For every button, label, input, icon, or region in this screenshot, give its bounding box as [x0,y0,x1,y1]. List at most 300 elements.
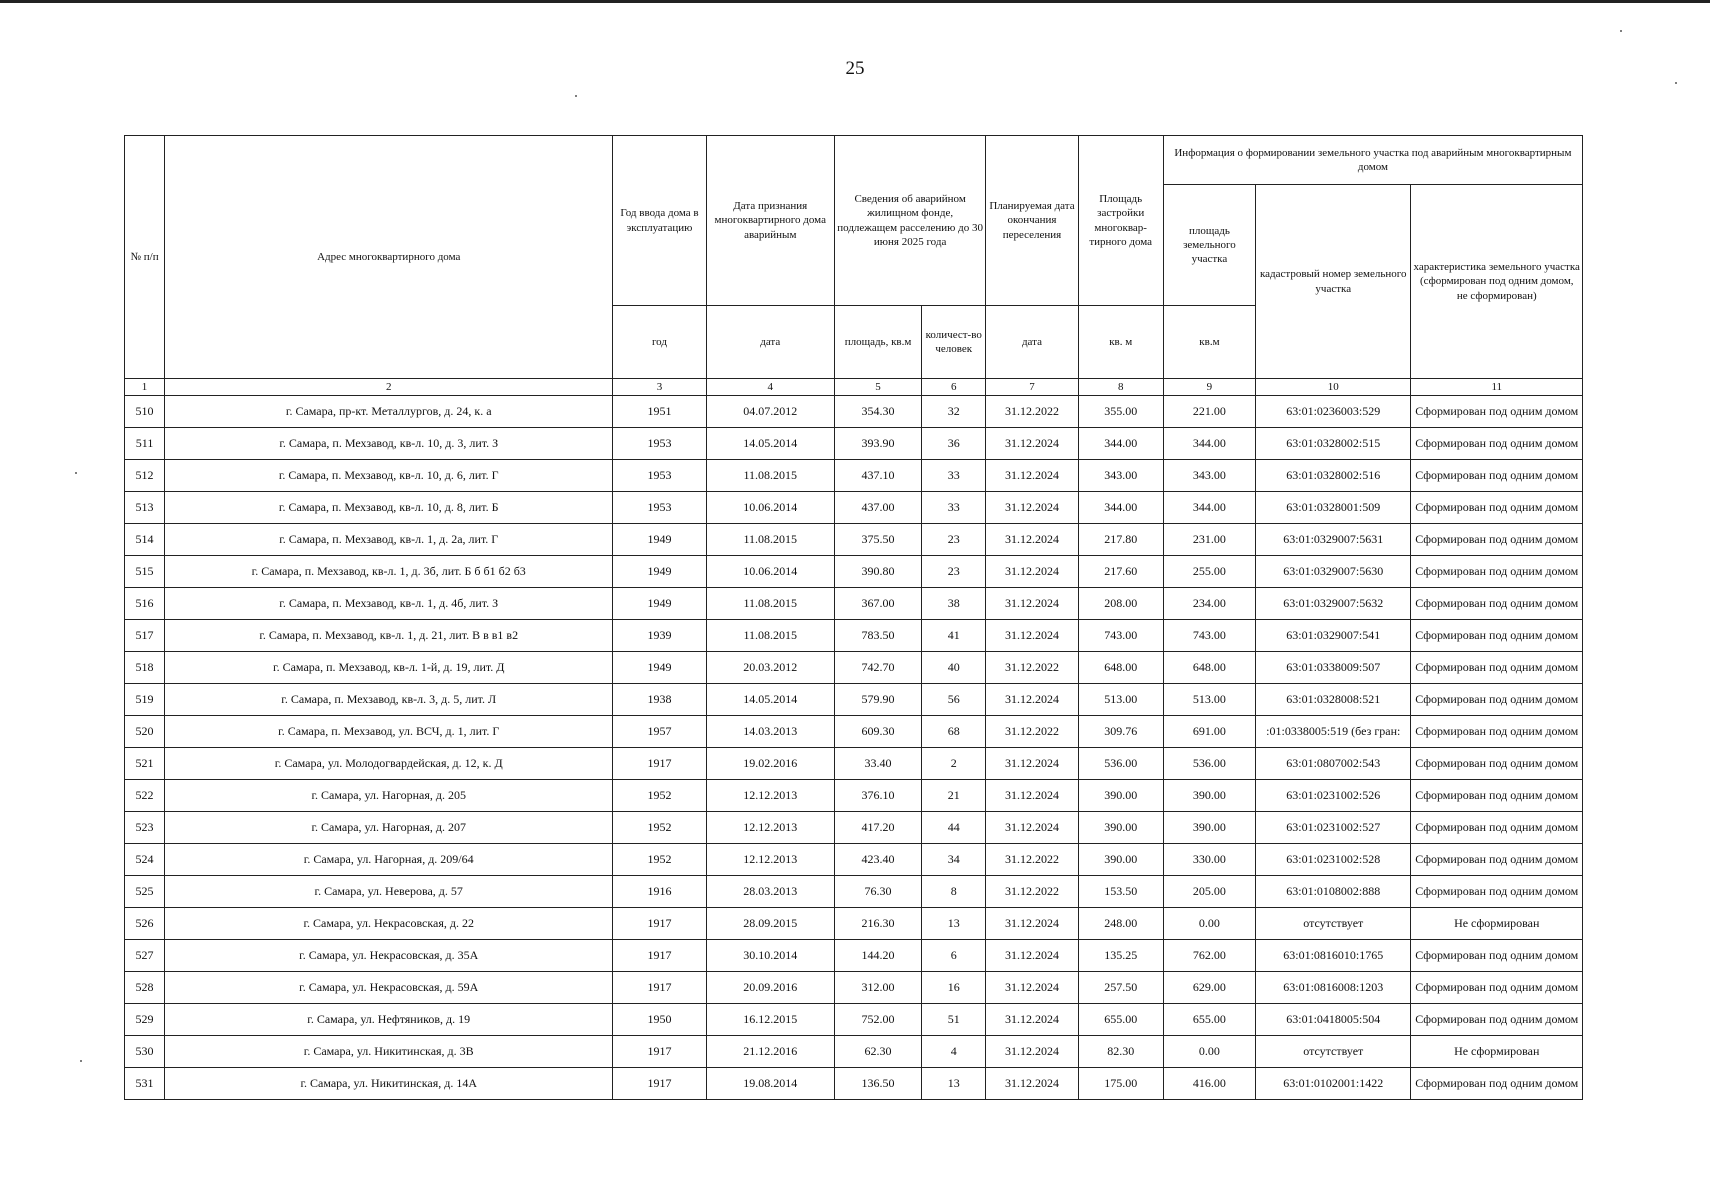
year-cell: 1938 [613,684,706,716]
people-count-cell: 2 [922,748,986,780]
address-cell: г. Самара, п. Мехзавод, кв-л. 10, д. 8, лит. Б [165,492,613,524]
address-cell: г. Самара, ул. Некрасовская, д. 59А [165,972,613,1004]
cadastral-number-cell: 63:01:0328008:521 [1256,684,1411,716]
table-row [125,748,1583,780]
area-cell: 136.50 [834,1068,921,1100]
building-area-cell: 208.00 [1078,588,1163,620]
recognition-date-cell: 11.08.2015 [706,620,834,652]
address-cell: г. Самара, п. Мехзавод, кв-л. 1, д. 4б, лит. З [165,588,613,620]
cadastral-number-cell: 63:01:0329007:5631 [1256,524,1411,556]
cadastral-number-cell: 63:01:0329007:5630 [1256,556,1411,588]
recognition-date-cell: 14.05.2014 [706,428,834,460]
land-status-cell: Сформирован под одним домом [1411,556,1583,588]
table-row [125,620,1583,652]
scan-speck [75,472,77,474]
table-row [125,780,1583,812]
table-row [125,652,1583,684]
address-cell: г. Самара, п. Мехзавод, кв-л. 10, д. 3, лит. З [165,428,613,460]
address-cell: г. Самара, п. Мехзавод, кв-л. 1-й, д. 19, лит. Д [165,652,613,684]
land-area-cell: 221.00 [1163,396,1255,428]
row-number-cell: 524 [125,844,165,876]
planned-date-cell: 31.12.2022 [986,876,1078,908]
column-number: 9 [1163,379,1255,396]
row-number-cell: 527 [125,940,165,972]
planned-date-cell: 31.12.2024 [986,524,1078,556]
address-cell: г. Самара, п. Мехзавод, ул. ВСЧ, д. 1, лит. Г [165,716,613,748]
recognition-date-cell: 12.12.2013 [706,844,834,876]
row-number-cell: 518 [125,652,165,684]
year-cell: 1939 [613,620,706,652]
address-cell: г. Самара, п. Мехзавод, кв-л. 1, д. 21, лит. В в в1 в2 [165,620,613,652]
row-number-cell: 517 [125,620,165,652]
table-row [125,492,1583,524]
cadastral-number-cell: 63:01:0231002:526 [1256,780,1411,812]
address-cell: г. Самара, ул. Неверова, д. 57 [165,876,613,908]
land-status-cell: Сформирован под одним домом [1411,460,1583,492]
header-building-area: Площадь застройки многоквар-тирного дома [1078,136,1163,306]
building-area-cell: 390.00 [1078,812,1163,844]
unit-people: количест-во человек [922,306,986,379]
cadastral-number-cell: 63:01:0418005:504 [1256,1004,1411,1036]
building-area-cell: 343.00 [1078,460,1163,492]
row-number-cell: 525 [125,876,165,908]
unit-planned-date: дата [986,306,1078,379]
land-status-cell: Сформирован под одним домом [1411,428,1583,460]
planned-date-cell: 31.12.2022 [986,652,1078,684]
address-cell: г. Самара, ул. Нагорная, д. 205 [165,780,613,812]
land-status-cell: Сформирован под одним домом [1411,1004,1583,1036]
land-status-cell: Сформирован под одним домом [1411,396,1583,428]
planned-date-cell: 31.12.2024 [986,972,1078,1004]
people-count-cell: 56 [922,684,986,716]
planned-date-cell: 31.12.2024 [986,684,1078,716]
unit-land-area: кв.м [1163,306,1255,379]
table-row [125,1036,1583,1068]
area-cell: 783.50 [834,620,921,652]
area-cell: 423.40 [834,844,921,876]
column-number: 2 [165,379,613,396]
land-area-cell: 691.00 [1163,716,1255,748]
recognition-date-cell: 10.06.2014 [706,492,834,524]
land-area-cell: 648.00 [1163,652,1255,684]
planned-date-cell: 31.12.2024 [986,460,1078,492]
scan-speck [1675,82,1677,84]
area-cell: 312.00 [834,972,921,1004]
table-row [125,940,1583,972]
land-area-cell: 343.00 [1163,460,1255,492]
year-cell: 1917 [613,1068,706,1100]
building-area-cell: 344.00 [1078,492,1163,524]
header-emergency-info: Сведения об аварийном жилищном фонде, подлежащем расселению до 30 июня 2025 года [834,136,985,306]
unit-year: год [613,306,706,379]
row-number-cell: 528 [125,972,165,1004]
year-cell: 1957 [613,716,706,748]
land-area-cell: 231.00 [1163,524,1255,556]
building-area-cell: 135.25 [1078,940,1163,972]
row-number-cell: 513 [125,492,165,524]
land-area-cell: 390.00 [1163,812,1255,844]
land-status-cell: Сформирован под одним домом [1411,972,1583,1004]
table-row [125,460,1583,492]
building-area-cell: 743.00 [1078,620,1163,652]
recognition-date-cell: 10.06.2014 [706,556,834,588]
planned-date-cell: 31.12.2022 [986,716,1078,748]
people-count-cell: 13 [922,908,986,940]
row-number-cell: 512 [125,460,165,492]
land-area-cell: 536.00 [1163,748,1255,780]
row-number-cell: 523 [125,812,165,844]
people-count-cell: 21 [922,780,986,812]
recognition-date-cell: 11.08.2015 [706,588,834,620]
building-area-cell: 217.60 [1078,556,1163,588]
cadastral-number-cell: 63:01:0329007:541 [1256,620,1411,652]
table-row [125,908,1583,940]
land-status-cell: Сформирован под одним домом [1411,716,1583,748]
year-cell: 1917 [613,748,706,780]
cadastral-number-cell: отсутствует [1256,908,1411,940]
recognition-date-cell: 28.03.2013 [706,876,834,908]
planned-date-cell: 31.12.2024 [986,1068,1078,1100]
column-number: 11 [1411,379,1583,396]
area-cell: 216.30 [834,908,921,940]
column-number: 5 [834,379,921,396]
address-cell: г. Самара, п. Мехзавод, кв-л. 1, д. 3б, лит. Б б б1 б2 б3 [165,556,613,588]
year-cell: 1952 [613,812,706,844]
land-area-cell: 416.00 [1163,1068,1255,1100]
building-area-cell: 344.00 [1078,428,1163,460]
scan-top-edge [0,0,1710,3]
year-cell: 1917 [613,908,706,940]
year-cell: 1952 [613,780,706,812]
table-row [125,428,1583,460]
recognition-date-cell: 12.12.2013 [706,812,834,844]
address-cell: г. Самара, ул. Нефтяников, д. 19 [165,1004,613,1036]
land-status-cell: Сформирован под одним домом [1411,748,1583,780]
people-count-cell: 68 [922,716,986,748]
header-land-area: площадь земельного участка [1163,185,1255,306]
area-cell: 375.50 [834,524,921,556]
planned-date-cell: 31.12.2024 [986,1036,1078,1068]
planned-date-cell: 31.12.2024 [986,428,1078,460]
header-year: Год ввода дома в эксплуатацию [613,136,706,306]
cadastral-number-cell: 63:01:0816008:1203 [1256,972,1411,1004]
land-status-cell: Сформирован под одним домом [1411,524,1583,556]
planned-date-cell: 31.12.2022 [986,396,1078,428]
planned-date-cell: 31.12.2024 [986,748,1078,780]
land-area-cell: 205.00 [1163,876,1255,908]
land-area-cell: 0.00 [1163,1036,1255,1068]
planned-date-cell: 31.12.2024 [986,1004,1078,1036]
address-cell: г. Самара, п. Мехзавод, кв-л. 10, д. 6, лит. Г [165,460,613,492]
planned-date-cell: 31.12.2024 [986,492,1078,524]
address-cell: г. Самара, п. Мехзавод, кв-л. 1, д. 2а, лит. Г [165,524,613,556]
header-number: № п/п [125,136,165,379]
land-status-cell: Сформирован под одним домом [1411,684,1583,716]
unit-building-area: кв. м [1078,306,1163,379]
building-area-cell: 390.00 [1078,844,1163,876]
people-count-cell: 41 [922,620,986,652]
cadastral-number-cell: 63:01:0108002:888 [1256,876,1411,908]
planned-date-cell: 31.12.2024 [986,812,1078,844]
year-cell: 1916 [613,876,706,908]
cadastral-number-cell: 63:01:0236003:529 [1256,396,1411,428]
cadastral-number-cell: 63:01:0231002:527 [1256,812,1411,844]
people-count-cell: 13 [922,1068,986,1100]
planned-date-cell: 31.12.2024 [986,940,1078,972]
land-area-cell: 344.00 [1163,428,1255,460]
address-cell: г. Самара, ул. Никитинская, д. 3В [165,1036,613,1068]
people-count-cell: 33 [922,460,986,492]
land-area-cell: 513.00 [1163,684,1255,716]
area-cell: 354.30 [834,396,921,428]
planned-date-cell: 31.12.2024 [986,556,1078,588]
people-count-cell: 23 [922,524,986,556]
cadastral-number-cell: 63:01:0328002:515 [1256,428,1411,460]
land-status-cell: Сформирован под одним домом [1411,940,1583,972]
area-cell: 437.00 [834,492,921,524]
building-area-cell: 175.00 [1078,1068,1163,1100]
building-area-cell: 248.00 [1078,908,1163,940]
year-cell: 1949 [613,556,706,588]
header-land-status: характеристика земельного участка (сформирован под одним домом, не сформирован) [1411,185,1583,379]
cadastral-number-cell: 63:01:0328002:516 [1256,460,1411,492]
cadastral-number-cell: :01:0338005:519 (без гран: [1256,716,1411,748]
cadastral-number-cell: 63:01:0807002:543 [1256,748,1411,780]
area-cell: 367.00 [834,588,921,620]
land-area-cell: 255.00 [1163,556,1255,588]
land-status-cell: Сформирован под одним домом [1411,1068,1583,1100]
planned-date-cell: 31.12.2024 [986,780,1078,812]
row-number-cell: 510 [125,396,165,428]
table-row [125,1004,1583,1036]
area-cell: 376.10 [834,780,921,812]
land-area-cell: 762.00 [1163,940,1255,972]
land-status-cell: Сформирован под одним домом [1411,844,1583,876]
land-status-cell: Не сформирован [1411,908,1583,940]
recognition-date-cell: 14.05.2014 [706,684,834,716]
table-row [125,396,1583,428]
row-number-cell: 515 [125,556,165,588]
table-row [125,588,1583,620]
row-number-cell: 511 [125,428,165,460]
row-number-cell: 522 [125,780,165,812]
header-planned-date: Планируемая дата окончания переселения [986,136,1078,306]
table-row [125,524,1583,556]
table-row [125,972,1583,1004]
land-area-cell: 234.00 [1163,588,1255,620]
address-cell: г. Самара, ул. Некрасовская, д. 22 [165,908,613,940]
land-status-cell: Сформирован под одним домом [1411,492,1583,524]
area-cell: 417.20 [834,812,921,844]
cadastral-number-cell: 63:01:0329007:5632 [1256,588,1411,620]
land-status-cell: Сформирован под одним домом [1411,652,1583,684]
building-area-cell: 82.30 [1078,1036,1163,1068]
scan-speck [1620,30,1622,32]
column-number: 1 [125,379,165,396]
building-area-cell: 309.76 [1078,716,1163,748]
building-area-cell: 217.80 [1078,524,1163,556]
land-status-cell: Сформирован под одним домом [1411,588,1583,620]
row-number-cell: 519 [125,684,165,716]
table-row [125,876,1583,908]
land-area-cell: 629.00 [1163,972,1255,1004]
area-cell: 390.80 [834,556,921,588]
land-area-cell: 330.00 [1163,844,1255,876]
row-number-cell: 530 [125,1036,165,1068]
cadastral-number-cell: 63:01:0338009:507 [1256,652,1411,684]
area-cell: 579.90 [834,684,921,716]
recognition-date-cell: 14.03.2013 [706,716,834,748]
unit-area: площадь, кв.м [834,306,921,379]
table-row [125,844,1583,876]
people-count-cell: 4 [922,1036,986,1068]
cadastral-number-cell: отсутствует [1256,1036,1411,1068]
address-cell: г. Самара, ул. Никитинская, д. 14А [165,1068,613,1100]
header-address: Адрес многоквартирного дома [165,136,613,379]
address-cell: г. Самара, пр-кт. Металлургов, д. 24, к. а [165,396,613,428]
year-cell: 1917 [613,972,706,1004]
building-area-cell: 513.00 [1078,684,1163,716]
scan-speck [575,95,577,97]
area-cell: 33.40 [834,748,921,780]
land-status-cell: Сформирован под одним домом [1411,620,1583,652]
table-row [125,812,1583,844]
column-number: 6 [922,379,986,396]
building-area-cell: 655.00 [1078,1004,1163,1036]
recognition-date-cell: 16.12.2015 [706,1004,834,1036]
year-cell: 1917 [613,940,706,972]
cadastral-number-cell: 63:01:0102001:1422 [1256,1068,1411,1100]
year-cell: 1953 [613,460,706,492]
row-number-cell: 520 [125,716,165,748]
cadastral-number-cell: 63:01:0328001:509 [1256,492,1411,524]
column-number: 7 [986,379,1078,396]
recognition-date-cell: 21.12.2016 [706,1036,834,1068]
planned-date-cell: 31.12.2022 [986,844,1078,876]
people-count-cell: 44 [922,812,986,844]
people-count-cell: 23 [922,556,986,588]
scan-speck [80,1060,82,1062]
recognition-date-cell: 11.08.2015 [706,524,834,556]
land-area-cell: 743.00 [1163,620,1255,652]
people-count-cell: 16 [922,972,986,1004]
people-count-cell: 8 [922,876,986,908]
recognition-date-cell: 19.02.2016 [706,748,834,780]
year-cell: 1949 [613,652,706,684]
address-cell: г. Самара, ул. Молодогвардейская, д. 12, к. Д [165,748,613,780]
table-body [125,396,1583,1100]
column-number: 4 [706,379,834,396]
people-count-cell: 51 [922,1004,986,1036]
year-cell: 1917 [613,1036,706,1068]
address-cell: г. Самара, ул. Некрасовская, д. 35А [165,940,613,972]
year-cell: 1949 [613,524,706,556]
people-count-cell: 40 [922,652,986,684]
page-number: 25 [845,58,865,79]
area-cell: 437.10 [834,460,921,492]
column-number-row [125,379,1583,396]
building-area-cell: 536.00 [1078,748,1163,780]
building-area-cell: 355.00 [1078,396,1163,428]
land-status-cell: Сформирован под одним домом [1411,812,1583,844]
recognition-date-cell: 20.03.2012 [706,652,834,684]
row-number-cell: 529 [125,1004,165,1036]
planned-date-cell: 31.12.2024 [986,588,1078,620]
row-number-cell: 516 [125,588,165,620]
people-count-cell: 34 [922,844,986,876]
recognition-date-cell: 19.08.2014 [706,1068,834,1100]
people-count-cell: 33 [922,492,986,524]
area-cell: 393.90 [834,428,921,460]
table-row [125,1068,1583,1100]
people-count-cell: 38 [922,588,986,620]
address-cell: г. Самара, ул. Нагорная, д. 209/64 [165,844,613,876]
land-status-cell: Сформирован под одним домом [1411,876,1583,908]
people-count-cell: 36 [922,428,986,460]
row-number-cell: 514 [125,524,165,556]
building-area-cell: 390.00 [1078,780,1163,812]
area-cell: 742.70 [834,652,921,684]
planned-date-cell: 31.12.2024 [986,620,1078,652]
header-recognition-date: Дата признания многоквартирного дома аварийным [706,136,834,306]
recognition-date-cell: 30.10.2014 [706,940,834,972]
land-status-cell: Не сформирован [1411,1036,1583,1068]
land-area-cell: 0.00 [1163,908,1255,940]
emergency-housing-table [124,135,1583,1100]
year-cell: 1950 [613,1004,706,1036]
table-row [125,684,1583,716]
land-area-cell: 344.00 [1163,492,1255,524]
area-cell: 609.30 [834,716,921,748]
table-row [125,716,1583,748]
area-cell: 752.00 [834,1004,921,1036]
cadastral-number-cell: 63:01:0816010:1765 [1256,940,1411,972]
recognition-date-cell: 12.12.2013 [706,780,834,812]
unit-date: дата [706,306,834,379]
land-area-cell: 390.00 [1163,780,1255,812]
people-count-cell: 6 [922,940,986,972]
address-cell: г. Самара, п. Мехзавод, кв-л. 3, д. 5, лит. Л [165,684,613,716]
recognition-date-cell: 20.09.2016 [706,972,834,1004]
column-number: 3 [613,379,706,396]
land-status-cell: Сформирован под одним домом [1411,780,1583,812]
column-number: 8 [1078,379,1163,396]
planned-date-cell: 31.12.2024 [986,908,1078,940]
header-land-info: Информация о формировании земельного участка под аварийным многоквартирным домом [1163,136,1582,185]
area-cell: 62.30 [834,1036,921,1068]
building-area-cell: 257.50 [1078,972,1163,1004]
row-number-cell: 521 [125,748,165,780]
table-row [125,556,1583,588]
header-cadastral: кадастровый номер земельного участка [1256,185,1411,379]
address-cell: г. Самара, ул. Нагорная, д. 207 [165,812,613,844]
row-number-cell: 531 [125,1068,165,1100]
year-cell: 1953 [613,492,706,524]
year-cell: 1951 [613,396,706,428]
row-number-cell: 526 [125,908,165,940]
people-count-cell: 32 [922,396,986,428]
year-cell: 1953 [613,428,706,460]
building-area-cell: 648.00 [1078,652,1163,684]
recognition-date-cell: 28.09.2015 [706,908,834,940]
building-area-cell: 153.50 [1078,876,1163,908]
recognition-date-cell: 04.07.2012 [706,396,834,428]
cadastral-number-cell: 63:01:0231002:528 [1256,844,1411,876]
area-cell: 144.20 [834,940,921,972]
year-cell: 1949 [613,588,706,620]
recognition-date-cell: 11.08.2015 [706,460,834,492]
column-number: 10 [1256,379,1411,396]
